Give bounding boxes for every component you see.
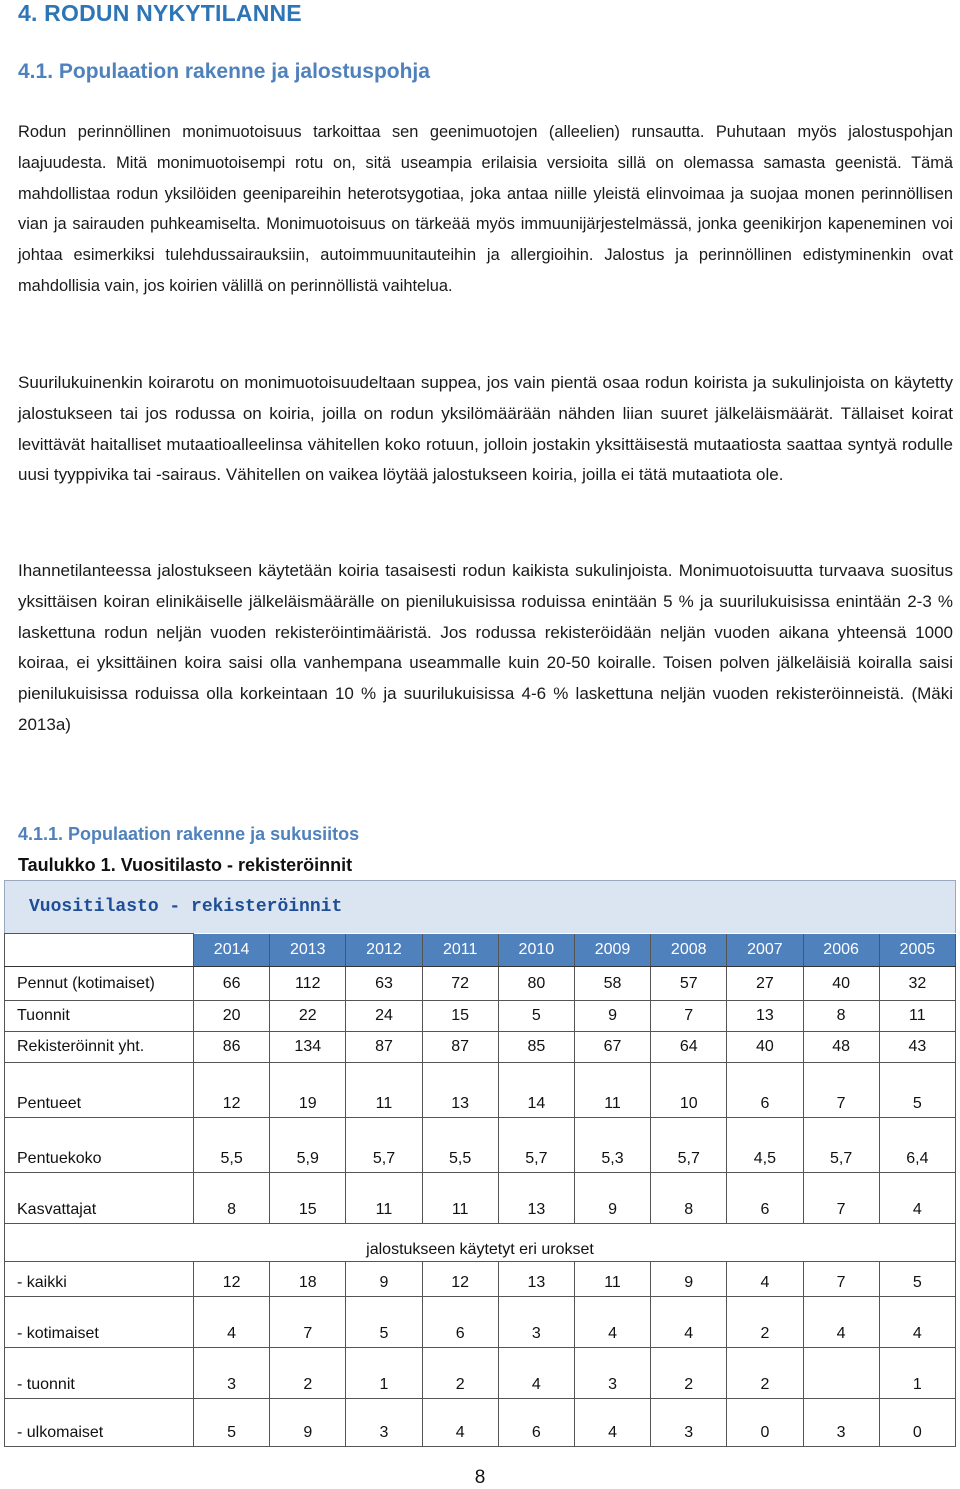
table-cell: 6 xyxy=(498,1399,574,1447)
subheader-cell: jalostukseen käytetyt eri urokset xyxy=(5,1224,956,1262)
table-cell: 3 xyxy=(194,1348,270,1399)
year-header-cell: 2011 xyxy=(422,934,498,967)
table-cell: 6,4 xyxy=(879,1118,955,1173)
table-cell: 72 xyxy=(422,967,498,1001)
table-cell: 4 xyxy=(727,1262,803,1297)
table-cell: 67 xyxy=(574,1032,650,1063)
table-cell: 9 xyxy=(651,1262,727,1297)
table-cell: 85 xyxy=(498,1032,574,1063)
stats-grid xyxy=(4,933,956,1447)
table-cell: 13 xyxy=(422,1063,498,1118)
page-number: 8 xyxy=(474,1467,486,1488)
table-row xyxy=(5,1063,956,1118)
table-cell: 5 xyxy=(879,1063,955,1118)
table-cell: 15 xyxy=(270,1173,346,1224)
table-cell: 3 xyxy=(651,1399,727,1447)
table-cell: 9 xyxy=(574,1173,650,1224)
table-cell: 6 xyxy=(422,1297,498,1348)
row-label: Pentuekoko xyxy=(5,1118,194,1173)
year-header-cell: 2013 xyxy=(270,934,346,967)
table-cell: 11 xyxy=(574,1262,650,1297)
table-cell: 3 xyxy=(346,1399,422,1447)
table-cell: 5,3 xyxy=(574,1118,650,1173)
table-cell: 11 xyxy=(574,1063,650,1118)
row-label: Tuonnit xyxy=(5,1001,194,1032)
table-cell: 87 xyxy=(346,1032,422,1063)
table-cell: 4 xyxy=(574,1399,650,1447)
table-cell: 6 xyxy=(727,1173,803,1224)
table-cell: 5 xyxy=(346,1297,422,1348)
table-cell: 2 xyxy=(422,1348,498,1399)
table-title: Vuositilasto - rekisteröinnit xyxy=(4,880,956,933)
table-cell: 7 xyxy=(651,1001,727,1032)
table-cell: 4 xyxy=(803,1297,879,1348)
row-label: Pennut (kotimaiset) xyxy=(5,967,194,1001)
table-subheader-row xyxy=(5,1224,956,1262)
table-cell: 7 xyxy=(803,1262,879,1297)
table-cell: 18 xyxy=(270,1262,346,1297)
table-cell: 112 xyxy=(270,967,346,1001)
table-row xyxy=(5,1297,956,1348)
table-cell: 8 xyxy=(651,1173,727,1224)
table-cell: 4 xyxy=(879,1173,955,1224)
table-cell: 12 xyxy=(194,1063,270,1118)
table-cell: 48 xyxy=(803,1032,879,1063)
table-cell: 0 xyxy=(879,1399,955,1447)
row-label: - kaikki xyxy=(5,1262,194,1297)
table-cell: 80 xyxy=(498,967,574,1001)
table-cell: 5,7 xyxy=(346,1118,422,1173)
table-cell: 3 xyxy=(574,1348,650,1399)
table-cell: 8 xyxy=(803,1001,879,1032)
table-cell: 4,5 xyxy=(727,1118,803,1173)
year-header-cell: 2009 xyxy=(574,934,650,967)
table-row xyxy=(5,1348,956,1399)
table-cell: 15 xyxy=(422,1001,498,1032)
table-cell: 9 xyxy=(574,1001,650,1032)
row-label: - kotimaiset xyxy=(5,1297,194,1348)
table-cell: 2 xyxy=(651,1348,727,1399)
table-cell: 10 xyxy=(651,1063,727,1118)
table-cell: 24 xyxy=(346,1001,422,1032)
table-cell: 12 xyxy=(422,1262,498,1297)
table-cell: 1 xyxy=(346,1348,422,1399)
table-cell: 1 xyxy=(879,1348,955,1399)
subsection-heading: 4.1.1. Populaation rakenne ja sukusiitos xyxy=(18,824,360,844)
table-cell: 134 xyxy=(270,1032,346,1063)
table-cell: 9 xyxy=(270,1399,346,1447)
table-cell: 13 xyxy=(727,1001,803,1032)
table-cell: 5,9 xyxy=(270,1118,346,1173)
table-row xyxy=(5,1118,956,1173)
table-cell: 11 xyxy=(879,1001,955,1032)
table-cell: 4 xyxy=(574,1297,650,1348)
table-cell: 5,7 xyxy=(651,1118,727,1173)
table-cell: 2 xyxy=(270,1348,346,1399)
row-label: - tuonnit xyxy=(5,1348,194,1399)
table-cell: 22 xyxy=(270,1001,346,1032)
table-cell: 4 xyxy=(498,1348,574,1399)
table-cell xyxy=(803,1348,879,1399)
registration-statistics-table xyxy=(4,880,956,1447)
table-cell: 5,5 xyxy=(194,1118,270,1173)
year-header-cell: 2014 xyxy=(194,934,270,967)
table-row xyxy=(5,1001,956,1032)
paragraph-narrow-population: Suurilukuinenkin koirarotu on monimuotoisuudeltaan suppea, jos vain pientä osaa rodun koirista ja sukulinjoista on käytetty jalostukseen tai jos rodussa on koiria, joilla on rodun yksilömäärään nähden liian suuret jälkeläismäärät. Tällaiset koirat levittävät haitalliset mutaatioalleelinsa vähitellen koko rotuun, jolloin jostakin yksittäisestä mutaatiosta saattaa syntyä rodulle uusi tyyppivika tai -sairaus. Vähitellen on vaikea löytää jalostukseen koiria, joilla ei tätä mutaatiota ole. xyxy=(18,373,953,485)
table-cell: 19 xyxy=(270,1063,346,1118)
table-cell: 40 xyxy=(803,967,879,1001)
header-empty-cell xyxy=(5,934,194,967)
table-cell: 58 xyxy=(574,967,650,1001)
table-row xyxy=(5,1399,956,1447)
table-cell: 2 xyxy=(727,1348,803,1399)
table-cell: 7 xyxy=(803,1173,879,1224)
table-cell: 43 xyxy=(879,1032,955,1063)
table-cell: 57 xyxy=(651,967,727,1001)
paragraph-breeding-recommendation: Ihannetilanteessa jalostukseen käytetään koiria tasaisesti rodun kaikista sukulinjoista. Monimuotoisuutta turvaava suositus yksittäisen koiran elinikäiselle jälkeläismäärälle on pienilukuisissa roduissa enintään 5 % ja suurilukuisissa enintään 2-3 % laskettuna rodun neljän vuoden rekisteröintimääristä. Jos rodussa rekisteröidään neljän vuoden aikana yhteensä 1000 koiraa, ei yksittäinen koira saisi olla vanhempana useammalle kuin 20-50 koiralle. Toisen polven jälkeläisiä koiralla saisi pienilukuisissa roduissa olla korkeintaan 10 % ja suurilukuisissa 4-6 % laskettuna neljän vuoden rekisteröinneistä. (Mäki 2013a) xyxy=(18,561,953,734)
table-cell: 8 xyxy=(194,1173,270,1224)
table-cell: 4 xyxy=(194,1297,270,1348)
table-cell: 7 xyxy=(270,1297,346,1348)
table-cell: 11 xyxy=(346,1173,422,1224)
table-cell: 27 xyxy=(727,967,803,1001)
table-cell: 4 xyxy=(879,1297,955,1348)
table-cell: 5 xyxy=(194,1399,270,1447)
table-cell: 5 xyxy=(879,1262,955,1297)
table-cell: 14 xyxy=(498,1063,574,1118)
row-label: Pentueet xyxy=(5,1063,194,1118)
year-header-cell: 2010 xyxy=(498,934,574,967)
table-cell: 5,5 xyxy=(422,1118,498,1173)
table-cell: 11 xyxy=(346,1063,422,1118)
table-cell: 12 xyxy=(194,1262,270,1297)
table-row xyxy=(5,1032,956,1063)
year-header-cell: 2012 xyxy=(346,934,422,967)
table-cell: 4 xyxy=(422,1399,498,1447)
row-label: Kasvattajat xyxy=(5,1173,194,1224)
table-cell: 13 xyxy=(498,1173,574,1224)
row-label: - ulkomaiset xyxy=(5,1399,194,1447)
row-label: Rekisteröinnit yht. xyxy=(5,1032,194,1063)
table-row xyxy=(5,967,956,1001)
table-cell: 64 xyxy=(651,1032,727,1063)
table-cell: 32 xyxy=(879,967,955,1001)
table-cell: 87 xyxy=(422,1032,498,1063)
year-header-cell: 2008 xyxy=(651,934,727,967)
table-cell: 86 xyxy=(194,1032,270,1063)
table-cell: 3 xyxy=(803,1399,879,1447)
table-row xyxy=(5,1173,956,1224)
table-cell: 66 xyxy=(194,967,270,1001)
year-header-cell: 2005 xyxy=(879,934,955,967)
chapter-heading: 4. RODUN NYKYTILANNE xyxy=(18,0,302,26)
table-cell: 4 xyxy=(651,1297,727,1348)
table-caption: Taulukko 1. Vuositilasto - rekisteröinnit xyxy=(18,855,353,875)
table-cell: 40 xyxy=(727,1032,803,1063)
table-cell: 3 xyxy=(498,1297,574,1348)
table-cell: 0 xyxy=(727,1399,803,1447)
table-cell: 20 xyxy=(194,1001,270,1032)
year-header-cell: 2007 xyxy=(727,934,803,967)
table-cell: 9 xyxy=(346,1262,422,1297)
table-cell: 7 xyxy=(803,1063,879,1118)
table-row xyxy=(5,1262,956,1297)
year-header-cell: 2006 xyxy=(803,934,879,967)
table-cell: 63 xyxy=(346,967,422,1001)
table-cell: 2 xyxy=(727,1297,803,1348)
table-cell: 11 xyxy=(422,1173,498,1224)
table-cell: 5,7 xyxy=(803,1118,879,1173)
table-cell: 6 xyxy=(727,1063,803,1118)
paragraph-genetic-diversity: Rodun perinnöllinen monimuotoisuus tarkoittaa sen geenimuotojen (alleelien) runsautta. Puhutaan myös jalostuspohjan laajuudesta. Mitä monimuotoisempi rotu on, sitä useampia erilaisia versioita sillä on olemassa samasta geenistä. Tämä mahdollistaa rodun yksilöiden geenipareihin heterotsygotiaa, joka antaa niille yleistä elinvoimaa ja suojaa monen perinnöllisen vian ja sairauden puhkeamiselta. Monimuotoisuus on tärkeää myös immuunijärjestelmässä, jonka geenikirjon kapeneminen voi johtaa esimerkiksi tulehdussairauksiin, autoimmuunitauteihin ja allergioihin. Jalostus ja perinnöllinen edistyminenkin ovat mahdollisia vain, jos koirien välillä on perinnöllistä vaihtelua. xyxy=(18,123,953,295)
table-cell: 13 xyxy=(498,1262,574,1297)
table-header-row xyxy=(5,934,956,967)
table-cell: 5,7 xyxy=(498,1118,574,1173)
section-heading: 4.1. Populaation rakenne ja jalostuspohja xyxy=(18,60,430,83)
table-cell: 5 xyxy=(498,1001,574,1032)
